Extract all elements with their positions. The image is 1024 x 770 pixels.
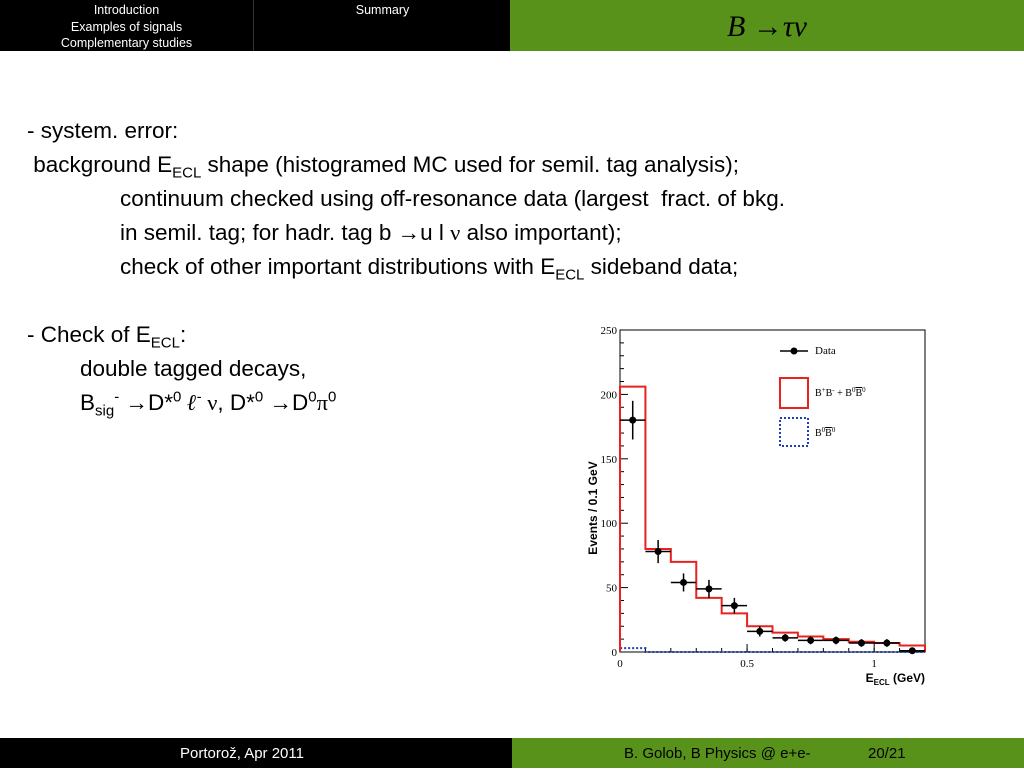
decay-arrow-d: →D — [263, 390, 309, 415]
data-point — [655, 548, 662, 555]
x-label-ecl-sub: ECL — [873, 678, 890, 687]
decay-sup0c: 0 — [308, 388, 317, 406]
data-point — [833, 637, 840, 644]
x-tick-label: 0 — [617, 658, 623, 670]
slide-title: B →τν — [727, 10, 807, 43]
legend-bb-swatch — [780, 378, 808, 408]
chart-legend — [780, 345, 866, 446]
legend-b0b0-label: $B^0B^0$ — [815, 426, 836, 439]
check-part2: sideband data; — [584, 254, 739, 279]
decay-ell-minus: - — [196, 388, 202, 406]
text-semil-tag — [120, 216, 622, 250]
y-tick-label: 200 — [600, 389, 617, 402]
check-ecl-part1: - Check of E — [27, 322, 151, 347]
footer-location: Portorož, Apr 2011 — [180, 745, 304, 762]
decay-sup0a: 0 — [172, 388, 182, 406]
decay-sup0d: 0 — [327, 388, 337, 406]
decay-minus-sup: - — [114, 388, 120, 406]
data-point — [807, 637, 814, 644]
check-part1: check of other important distributions with E — [120, 254, 556, 279]
y-tick-label: 250 — [600, 325, 617, 337]
bg-part1: background E — [27, 152, 173, 177]
y-tick-label: 150 — [600, 453, 617, 466]
bb-mc-histogram — [620, 387, 925, 652]
footer-page-number: 20/21 — [868, 745, 906, 762]
text-background-shape — [27, 148, 739, 182]
nav-examples-of-signals[interactable]: Examples of signals — [70, 19, 183, 34]
x-label-E: E — [865, 671, 874, 685]
legend-b0b0-swatch — [780, 418, 808, 446]
footer-right — [512, 738, 1024, 768]
decay-arrow-dstar: →D* — [119, 390, 173, 415]
legend-data-marker — [791, 348, 798, 355]
x-tick-label: 0.5 — [740, 658, 754, 670]
data-point — [680, 579, 687, 586]
text-check-distributions — [120, 250, 738, 284]
x-axis-label — [866, 671, 925, 687]
footer-left — [0, 738, 512, 768]
double-tagged-text: double tagged decays, — [80, 356, 307, 381]
continuum-text: continuum checked using off-resonance data (largest fract. of bkg. — [120, 186, 785, 211]
y-tick-label: 100 — [600, 518, 617, 531]
y-tick-label: 0 — [611, 647, 617, 659]
ecl-histogram-chart — [575, 318, 935, 693]
legend-bb-label: $B^+B^- + B^0B^0$ — [815, 386, 866, 399]
decay-sup0b: 0 — [254, 388, 264, 406]
nav-introduction[interactable]: Introduction — [93, 3, 160, 17]
data-point — [858, 639, 865, 646]
data-point — [731, 602, 738, 609]
data-point — [883, 639, 890, 646]
bg-ecl-subscript: ECL — [172, 164, 202, 182]
header-bar — [0, 0, 1024, 51]
decay-ell: ℓ — [181, 390, 197, 415]
nav-summary-section — [255, 0, 510, 51]
decay-pi: π — [316, 390, 328, 415]
nav-summary[interactable]: Summary — [355, 3, 410, 17]
text-double-tagged — [80, 352, 306, 386]
decay-B: B — [80, 390, 96, 415]
data-point — [629, 417, 636, 424]
system-error-label: - system. error: — [27, 118, 179, 143]
legend-data-label: Data — [815, 345, 836, 357]
text-check-of-ecl — [27, 318, 186, 352]
nav-section-list — [0, 0, 254, 51]
y-tick-label: 50 — [606, 582, 617, 595]
data-point — [756, 628, 763, 635]
nav-complementary-studies[interactable]: Complementary studies — [60, 36, 193, 50]
check-ecl-colon: : — [179, 322, 187, 347]
data-point — [782, 634, 789, 641]
check-ecl-sub: ECL — [150, 334, 180, 352]
text-system-error — [27, 114, 178, 148]
check-ecl-subscript: ECL — [555, 266, 585, 284]
footer-author: B. Golob, B Physics @ e+e- — [624, 745, 811, 762]
bg-part2: shape (histogramed MC used for semil. tag analysis); — [201, 152, 740, 177]
data-point — [909, 647, 916, 654]
semil-part2: also important); — [460, 220, 622, 245]
decay-sig-sub: sig — [95, 402, 115, 420]
nu-symbol: ν — [450, 220, 461, 245]
text-continuum — [120, 182, 785, 216]
data-point — [705, 585, 712, 592]
decay-nu: ν — [201, 390, 218, 415]
text-decay-chain — [80, 386, 336, 420]
decay-dstar2: , D* — [217, 390, 255, 415]
x-tick-label: 1 — [871, 658, 877, 670]
x-label-unit: (GeV) — [889, 671, 925, 685]
semil-part1: in semil. tag; for hadr. tag b →u l — [120, 220, 451, 245]
y-axis-label: Events / 0.1 GeV — [586, 461, 600, 555]
plot-frame — [620, 330, 925, 652]
